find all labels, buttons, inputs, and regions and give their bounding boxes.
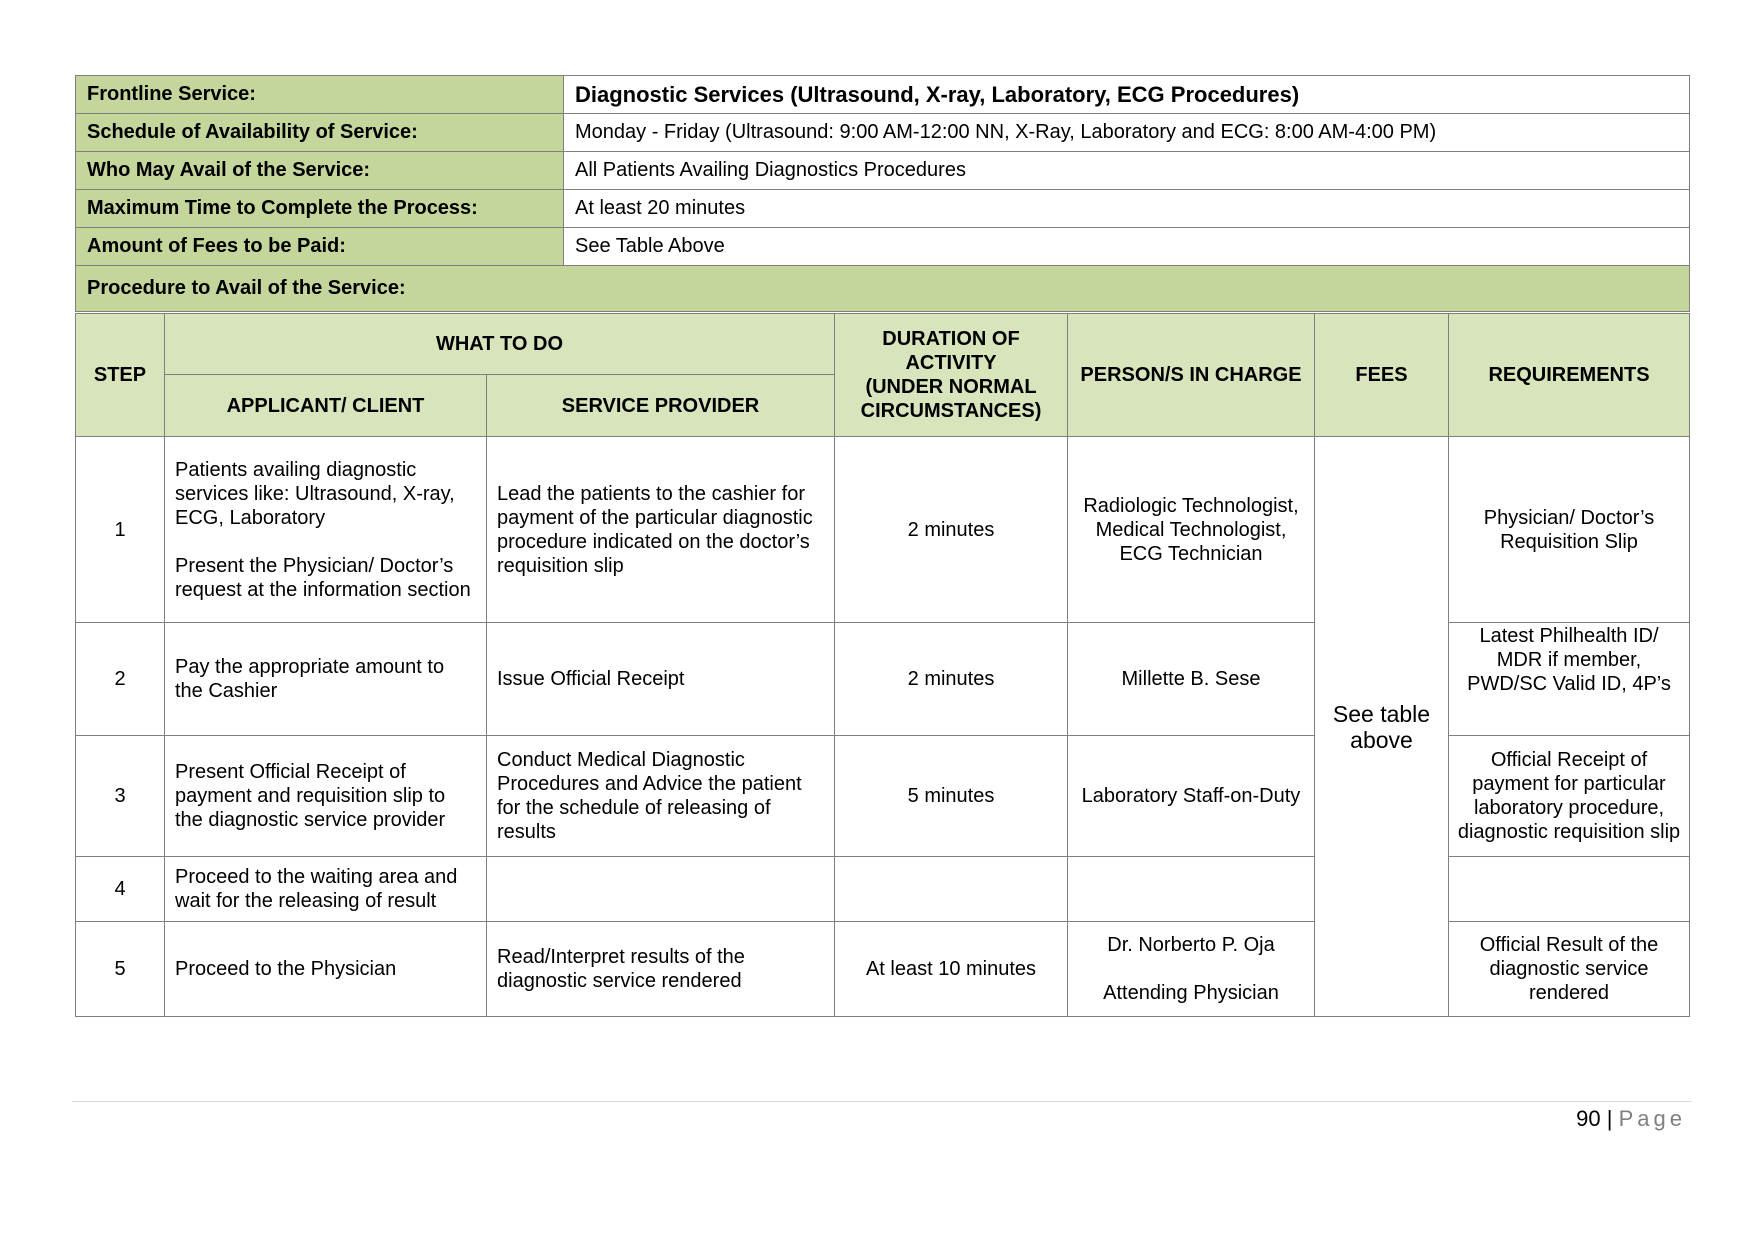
applicant-cell: Present Official Receipt of payment and requisition slip to the diagnostic service provider [165, 736, 487, 857]
person-cell: Radiologic Technologist, Medical Technologist, ECG Technician [1068, 437, 1315, 623]
frontline-row [76, 76, 1690, 114]
requirements-cell: Official Receipt of payment for particular laboratory procedure, diagnostic requisition slip [1449, 736, 1690, 857]
applicant-header: APPLICANT/ CLIENT [165, 375, 487, 437]
schedule-label: Schedule of Availability of Service: [76, 114, 564, 152]
fees-value: See Table Above [564, 228, 1690, 266]
duration-cell: 5 minutes [835, 736, 1068, 857]
duration-cell: 2 minutes [835, 437, 1068, 623]
who-label: Who May Avail of the Service: [76, 152, 564, 190]
person-role: Attending Physician [1103, 982, 1279, 1004]
person-name: Dr. Norberto P. Oja [1107, 934, 1275, 956]
step-header: STEP [76, 314, 165, 437]
step-cell: 2 [76, 623, 165, 736]
frontline-value: Diagnostic Services (Ultrasound, X-ray, Laboratory, ECG Procedures) [564, 76, 1690, 114]
frontline-label: Frontline Service: [76, 76, 564, 114]
procedure-label: Procedure to Avail of the Service: [76, 266, 1690, 312]
who-row [76, 152, 1690, 190]
who-value: All Patients Availing Diagnostics Procedures [564, 152, 1690, 190]
header-row-1 [76, 314, 1690, 375]
provider-cell: Issue Official Receipt [487, 623, 835, 736]
requirements-cell: Official Result of the diagnostic service rendered [1449, 922, 1690, 1017]
procedure-table [75, 313, 1690, 1017]
max-time-value: At least 20 minutes [564, 190, 1690, 228]
applicant-cell: Proceed to the Physician [165, 922, 487, 1017]
requirements-cell [1449, 857, 1690, 922]
step-cell: 5 [76, 922, 165, 1017]
applicant-cell [165, 437, 487, 623]
schedule-row [76, 114, 1690, 152]
max-time-label: Maximum Time to Complete the Process: [76, 190, 564, 228]
step-cell: 1 [76, 437, 165, 623]
schedule-value: Monday - Friday (Ultrasound: 9:00 AM-12:00 NN, X-Ray, Laboratory and ECG: 8:00 AM-4:00 PM) [564, 114, 1690, 152]
step-cell: 4 [76, 857, 165, 922]
provider-cell [487, 857, 835, 922]
provider-cell: Read/Interpret results of the diagnostic service rendered [487, 922, 835, 1017]
applicant-text: Patients availing diagnostic services like: Ultrasound, X-ray, ECG, Laboratory [175, 458, 455, 529]
duration-cell: 2 minutes [835, 623, 1068, 736]
procedure-row [76, 266, 1690, 312]
duration-cell: At least 10 minutes [835, 922, 1068, 1017]
page-footer [1576, 1106, 1686, 1132]
requirements-cell: Physician/ Doctor’s Requisition Slip [1449, 437, 1690, 623]
duration-header [835, 314, 1068, 437]
max-time-row [76, 190, 1690, 228]
applicant-cell: Pay the appropriate amount to the Cashier [165, 623, 487, 736]
person-cell: Laboratory Staff-on-Duty [1068, 736, 1315, 857]
duration-header-line2: (UNDER NORMAL CIRCUMSTANCES) [860, 376, 1042, 422]
what-to-do-header: WHAT TO DO [165, 314, 835, 375]
page-number: 90 [1576, 1106, 1601, 1131]
applicant-cell: Proceed to the waiting area and wait for the releasing of result [165, 857, 487, 922]
duration-header-line1: DURATION OF ACTIVITY [882, 328, 1020, 374]
fees-header: FEES [1315, 314, 1449, 437]
footer-divider [72, 1101, 1692, 1102]
requirements-header: REQUIREMENTS [1449, 314, 1690, 437]
provider-header: SERVICE PROVIDER [487, 375, 835, 437]
provider-cell: Conduct Medical Diagnostic Procedures and Advice the patient for the schedule of releasing of results [487, 736, 835, 857]
person-cell [1068, 857, 1315, 922]
service-info-table [75, 75, 1690, 312]
applicant-text: Present the Physician/ Doctor’s request at the information section [175, 554, 471, 601]
fees-row [76, 228, 1690, 266]
step-cell: 3 [76, 736, 165, 857]
person-cell: Millette B. Sese [1068, 623, 1315, 736]
fees-merged-cell: See table above [1315, 437, 1449, 1017]
table-row [76, 437, 1690, 623]
provider-cell: Lead the patients to the cashier for payment of the particular diagnostic procedure indicated on the doctor’s requisition slip [487, 437, 835, 623]
person-cell [1068, 922, 1315, 1017]
page-separator: | [1606, 1106, 1613, 1131]
page-word: Page [1618, 1106, 1686, 1131]
fees-label: Amount of Fees to be Paid: [76, 228, 564, 266]
duration-cell [835, 857, 1068, 922]
requirements-cell: Latest Philhealth ID/ MDR if member, PWD/SC Valid ID, 4P’s [1449, 623, 1690, 736]
person-header: PERSON/S IN CHARGE [1068, 314, 1315, 437]
